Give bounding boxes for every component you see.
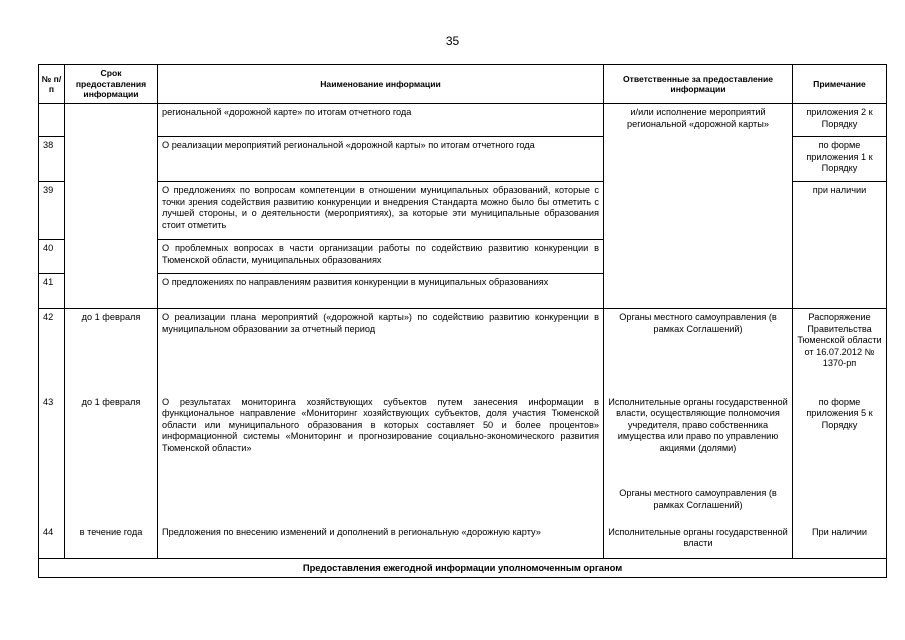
row-name: О проблемных вопросах в части организации работы по содействию развитию конкуренции в Тюменской области, муниципальных образованиях: [158, 240, 604, 274]
section-heading: Предоставления ежегодной информации уполномоченным органом: [39, 559, 887, 578]
row-num: 40: [39, 240, 65, 274]
row-responsible: и/или исполнение мероприятий региональной «дорожной карты»: [604, 104, 793, 309]
row-responsible: Исполнительные органы государственной власти, осуществляющие полномочия учредителя, право собственника имущества или право по управлению акциями (долями): [608, 396, 788, 453]
header-deadline: Срок предоставления информации: [65, 65, 158, 104]
row-name: региональной «дорожной карте» по итогам отчетного года: [158, 104, 604, 137]
row-name: О результатах мониторинга хозяйствующих субъектов путем занесения информации в функциональное направление «Мониторинг хозяйствующих субъектов, доля участия Тюменской области или муниципального образования в которых составляет 50 и более процентов» информационной системы «Мониторинг и прогнозирование социально-экономического развития Тюменской области»: [158, 394, 604, 524]
row-name: О реализации плана мероприятий («дорожной карты») по содействию развитию конкуренции в муниципальном образовании за отчетный период: [158, 309, 604, 394]
row-responsible-cell: [604, 394, 793, 524]
row-name: О предложениях по направлениям развития конкуренции в муниципальных образованиях: [158, 274, 604, 309]
section-row: [39, 559, 887, 578]
info-table: [38, 64, 887, 578]
header-num: № п/п: [39, 65, 65, 104]
row-note: по форме приложения 5 к Порядку: [793, 394, 887, 524]
row-num: [39, 104, 65, 137]
row-responsible-secondary: Органы местного самоуправления (в рамках Соглашений): [619, 488, 777, 511]
row-name: О предложениях по вопросам компетенции в отношении муниципальных образований, которые с точки зрения содействия развитию конкуренции и внедрения Стандарта можно было бы отметить с лучшей стороны, и о деятельности (мероприятиях), за которые эти муниципальные образования стоит отметить: [158, 182, 604, 240]
header-note: Примечание: [793, 65, 887, 104]
page-number: 35: [445, 34, 460, 48]
row-responsible: Исполнительные органы государственной власти: [604, 524, 793, 559]
table-header-row: [39, 65, 887, 104]
row-num: 44: [39, 524, 65, 559]
row-note: по форме приложения 1 к Порядку: [793, 137, 887, 182]
table-row: [39, 104, 887, 137]
row-deadline: до 1 февраля: [65, 394, 158, 524]
row-num: 38: [39, 137, 65, 182]
row-responsible: Органы местного самоуправления (в рамках Соглашений): [604, 309, 793, 394]
row-num: 41: [39, 274, 65, 309]
row-num: 39: [39, 182, 65, 240]
row-note: приложения 2 к Порядку: [793, 104, 887, 137]
row-num: 42: [39, 309, 65, 394]
row-note: При наличии: [793, 524, 887, 559]
header-name: Наименование информации: [158, 65, 604, 104]
row-num: 43: [39, 394, 65, 524]
row-deadline: до 1 февраля: [65, 309, 158, 394]
header-responsible: Ответственные за предоставление информации: [604, 65, 793, 104]
row-deadline: [65, 104, 158, 309]
row-note: при наличии: [793, 182, 887, 309]
row-name: О реализации мероприятий региональной «дорожной карты» по итогам отчетного года: [158, 137, 604, 182]
table-row: [39, 394, 887, 524]
row-name: Предложения по внесению изменений и дополнений в региональную «дорожную карту»: [158, 524, 604, 559]
row-note: Распоряжение Правительства Тюменской области от 16.07.2012 № 1370-рп: [793, 309, 887, 394]
table-row: [39, 524, 887, 559]
row-deadline: в течение года: [65, 524, 158, 559]
table-row: [39, 309, 887, 394]
